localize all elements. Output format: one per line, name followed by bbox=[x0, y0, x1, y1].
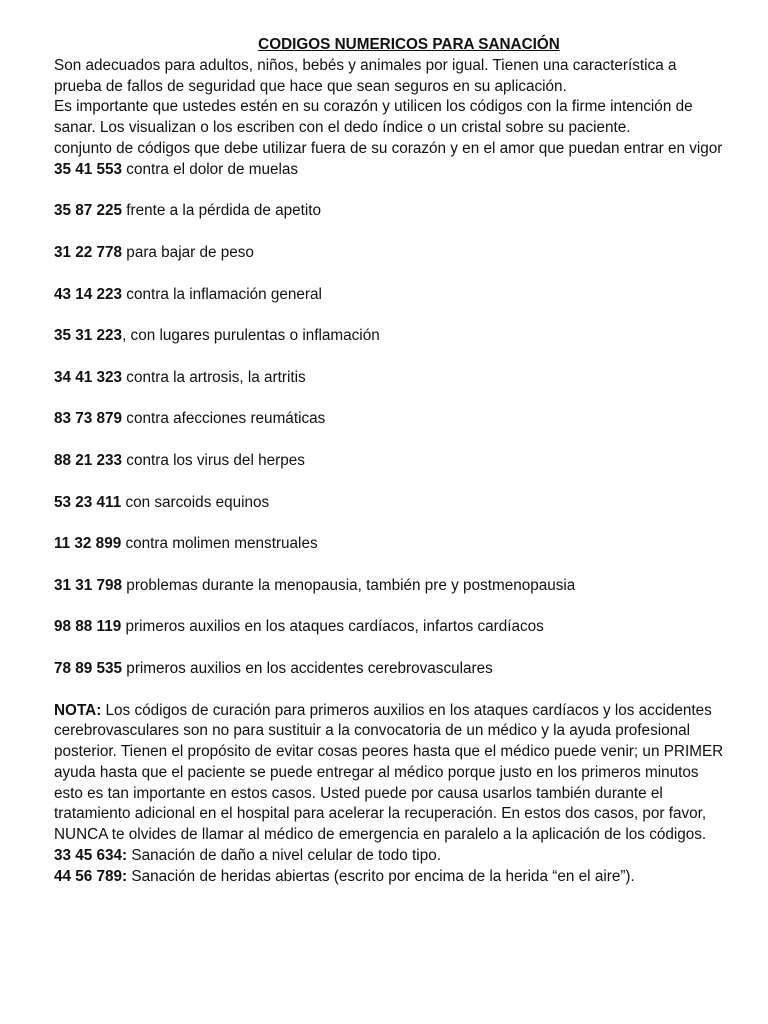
code-entry bbox=[54, 243, 728, 264]
code-description: contra los virus del herpes bbox=[122, 451, 305, 469]
code-description: contra la artrosis, la artritis bbox=[122, 368, 306, 386]
code-description: contra el dolor de muelas bbox=[122, 160, 299, 178]
code-number: 11 32 899 bbox=[54, 535, 122, 553]
code-description: frente a la pérdida de apetito bbox=[122, 202, 322, 220]
note-label: NOTA: bbox=[54, 701, 102, 719]
code-number: 35 87 225 bbox=[54, 202, 123, 220]
code-number: 83 73 879 bbox=[54, 410, 123, 428]
code-number: 33 45 634: bbox=[54, 847, 128, 865]
code-number: 43 14 223 bbox=[54, 285, 123, 303]
code-description: contra afecciones reumáticas bbox=[122, 410, 326, 428]
intro-paragraph-1: Son adecuados para adultos, niños, bebés y animales por igual. Tienen una característica a prueba de fallos de seguridad que hace que sean seguros en su aplicación. bbox=[54, 56, 677, 95]
intro-paragraph-3: conjunto de códigos que debe utilizar fuera de su corazón y en el amor que puedan entrar en vigor bbox=[54, 139, 723, 157]
code-description: Sanación de daño a nivel celular de todo tipo. bbox=[127, 847, 441, 865]
code-entry bbox=[54, 576, 728, 597]
code-description: contra molimen menstruales bbox=[121, 535, 318, 553]
intro-paragraph-2: Es importante que ustedes estén en su corazón y utilicen los códigos con la firme intención de sanar. Los visualizan o los escriben con el dedo índice o un cristal sobre su paciente. bbox=[54, 98, 693, 137]
code-number: 44 56 789: bbox=[54, 867, 128, 885]
extra-code-entry bbox=[54, 867, 728, 888]
code-entry bbox=[54, 285, 728, 306]
code-number: 53 23 411 bbox=[54, 493, 122, 511]
code-entry bbox=[54, 409, 728, 430]
code-number: 78 89 535 bbox=[54, 659, 123, 677]
code-description: contra la inflamación general bbox=[122, 285, 322, 303]
note-paragraph bbox=[54, 701, 728, 847]
note-text: Los códigos de curación para primeros auxilios en los ataques cardíacos y los accidentes cerebrovasculares son no para sustituir a la convocatoria de un médico y la ayuda profesional posterior. Tienen el propósito de evitar cosas peores hasta que el médico puede venir; un PRIMER ayuda hasta que el paciente se puede entregar al médico porque justo en los primeros minutos esto es tan importante en estos casos. Usted puede por causa usarlos también durante el tratamiento adicional en el hospital para acelerar la recuperación. En estos dos casos, por favor, NUNCA te olvides de llamar al médico de emergencia en paralelo a la aplicación de los códigos. bbox=[54, 701, 724, 844]
code-description: primeros auxilios en los ataques cardíacos, infartos cardíacos bbox=[121, 618, 544, 636]
code-description: problemas durante la menopausia, también pre y postmenopausia bbox=[122, 576, 576, 594]
code-entry bbox=[54, 534, 728, 555]
code-number: 98 88 119 bbox=[54, 618, 122, 636]
code-entry bbox=[54, 451, 728, 472]
code-description: Sanación de heridas abiertas (escrito por encima de la herida “en el aire”). bbox=[127, 867, 635, 885]
code-entry bbox=[54, 201, 728, 222]
code-number: 88 21 233 bbox=[54, 451, 123, 469]
code-entry bbox=[54, 493, 728, 514]
code-number: 34 41 323 bbox=[54, 368, 123, 386]
code-number: 35 31 223 bbox=[54, 327, 123, 345]
extra-code-entry bbox=[54, 846, 728, 867]
code-number: 31 22 778 bbox=[54, 243, 123, 261]
document-title: CODIGOS NUMERICOS PARA SANACIÓN bbox=[258, 36, 560, 53]
code-entry bbox=[54, 659, 728, 680]
code-description: , con lugares purulentas o inflamación bbox=[122, 327, 380, 345]
code-description: para bajar de peso bbox=[122, 243, 254, 261]
code-number: 31 31 798 bbox=[54, 576, 123, 594]
code-entry bbox=[54, 617, 728, 638]
code-entry bbox=[54, 368, 728, 389]
code-number: 35 41 553 bbox=[54, 160, 123, 178]
code-description: con sarcoids equinos bbox=[121, 493, 270, 511]
code-entry bbox=[54, 326, 728, 347]
code-entry bbox=[54, 160, 728, 181]
code-description: primeros auxilios en los accidentes cerebrovasculares bbox=[122, 659, 493, 677]
